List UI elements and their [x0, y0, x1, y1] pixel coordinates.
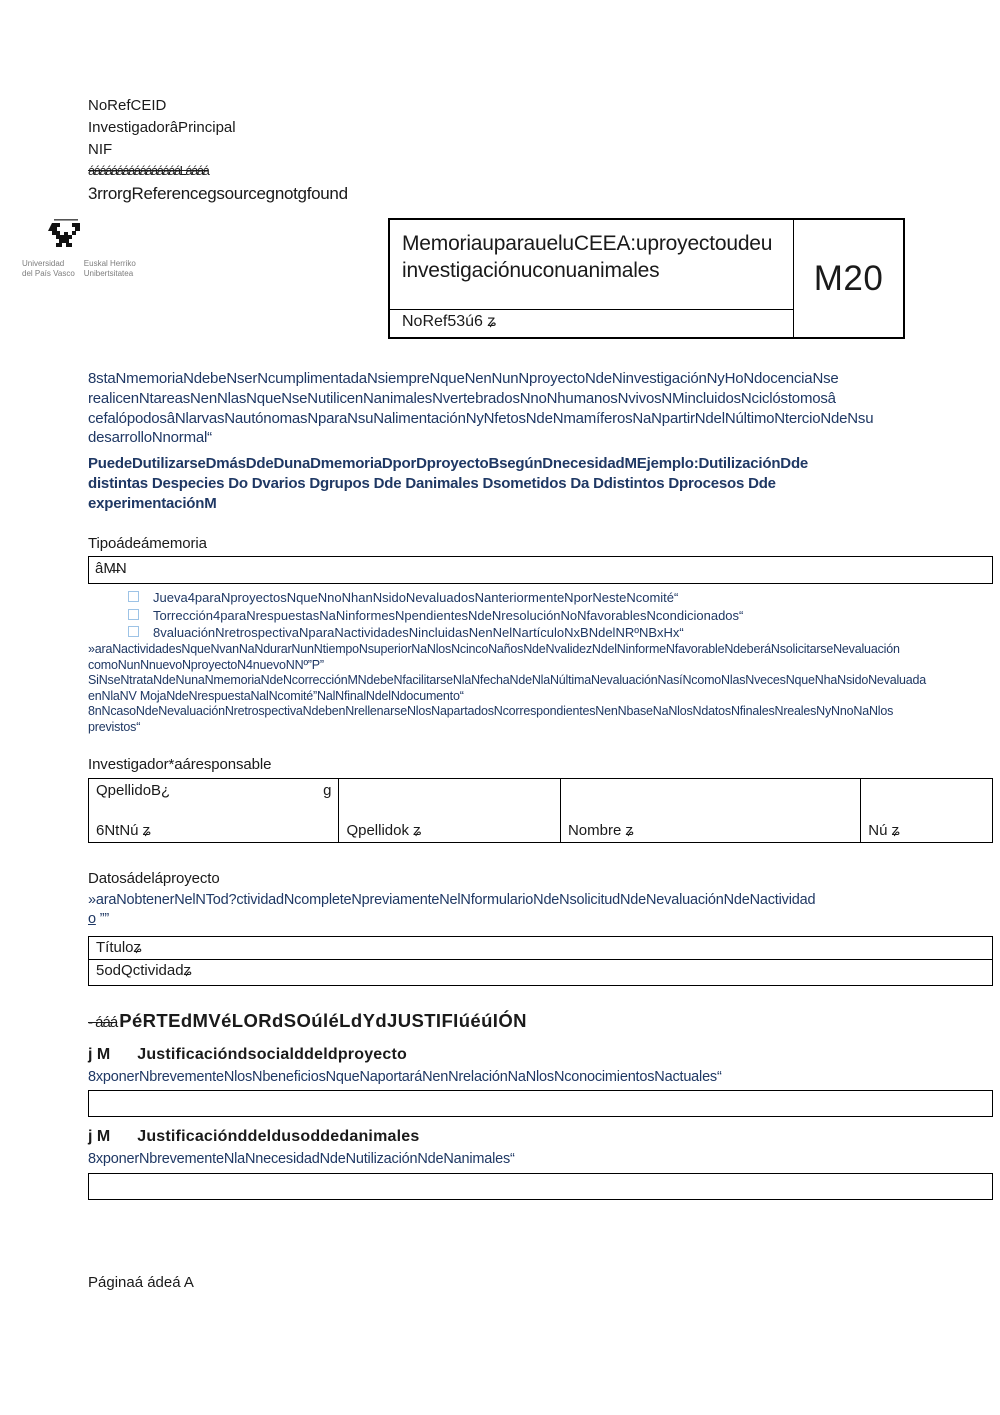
tipo-memoria-notes: [88, 642, 926, 736]
intro-line: 8staNmemoriaNdebeNserNcumplimentadaNsiempreNqueNenNunNproyectoNdeNinvestigaciónNyHoNdocenciaNse: [88, 370, 839, 387]
apellido1-cell[interactable]: [89, 779, 338, 842]
tipo-memoria-options: [128, 589, 743, 642]
tipo-option-label: Torrección4paraNrespuestasNaNinformesNpendientesNdeNresoluciónNoNfavorablesNcondicionados“: [153, 607, 744, 623]
upv-ehu-logo-mark: [46, 219, 86, 255]
tipo-option-label: 8valuaciónNretrospectivaNparaNactividadesNincluidasNenNelNartículoNxBNdelNRºNBxHx“: [153, 625, 684, 640]
intro-line: realicenNtareasNenNlasNqueNseNutilicenNanimalesNvertebradosNnoNhumanosNvivosNMincluidosNciclóstomosâ: [88, 389, 836, 407]
aqui-link[interactable]: o: [88, 911, 96, 927]
note-line: »araNactividadesNqueNvanNaNdurarNunNtiempoNsuperiorNaNlosNcincoNañosNdeNvalidezNdelNinformeNfavorableNdeberáNsolicitarseNevaluación: [88, 642, 900, 656]
section-1-1-heading: [88, 1046, 407, 1064]
section-1-2-hint: 8xponerNbrevementeNlaNnecesidadNdeNutilizaciónNdeNanimales“: [88, 1151, 515, 1167]
proyecto-table: [88, 936, 993, 986]
checkbox-icon[interactable]: [128, 626, 139, 637]
section-1-2-number: j M: [88, 1128, 111, 1145]
intro-line: desarrolloNnormal“: [88, 429, 212, 447]
logo-es-line1: Universidad: [22, 259, 65, 268]
nif-label: NIF: [88, 141, 113, 158]
nif-cell[interactable]: [860, 779, 992, 842]
section-1-2-answer-field[interactable]: [88, 1173, 993, 1200]
nombre-label: Nombre ʑ: [567, 822, 634, 839]
tipo-option-row: [128, 589, 743, 607]
apellido2-label: Qpellidok ʑ: [346, 822, 422, 839]
intro-paragraph: [88, 369, 873, 448]
title-box: [388, 218, 905, 339]
parte1-heading: [88, 1010, 527, 1032]
form-code: M20: [793, 220, 903, 337]
tipo-option-label: Jueva4paraNproyectosNqueNnoNhanNsidoNevaluadosNanteriormenteNporNesteNcomité“: [153, 590, 679, 605]
document-title-line1: MemoriauparaueluCEEA:uproyectoudeu: [402, 232, 773, 255]
parte1-heading-text: PéRTEdMVéLORdSOúléLdYdJUSTIFIúéúIÓN: [119, 1010, 527, 1031]
section-1-1-answer-field[interactable]: [88, 1090, 993, 1117]
tipo-option-row: [128, 607, 743, 625]
cod-actividad-field[interactable]: 5odQctividadʑ: [96, 962, 192, 979]
intro-bold-paragraph: [88, 454, 808, 513]
page-number: Páginaá ádeá A: [88, 1274, 194, 1291]
document-title-line2: investigaciónuconuanimales: [402, 259, 660, 282]
section-1-1-hint: 8xponerNbrevementeNlosNbeneficiosNqueNaportaráNenNrelaciónNaNlosNconocimientosNactuales“: [88, 1069, 722, 1085]
intro-bold-line: PuedeDutilizarseDmásDdeDunaDmemoriaDporDproyectoBsegúnDnecesidadMEjemplo:DutilizaciónDde: [88, 455, 809, 472]
ref-ceid-label: NoRefCEID: [88, 97, 167, 114]
reference-block: [88, 95, 348, 207]
investigador-heading: Investigador*aáresponsable: [88, 756, 272, 773]
intro-bold-line: experimentaciónM: [88, 494, 217, 512]
note-line: comoNunNnuevoNproyectoN4nuevoNNº”P”: [88, 657, 324, 672]
tipo-memoria-heading: Tipoádeámemoria: [88, 535, 207, 552]
intro-line: cefalópodosâNlarvasNautónomasNparaNsuNalimentaciónNyNfetosNdeNmamíferosNaNpartirNdelNúltimoNtercioNdeNsu: [88, 409, 874, 427]
tipo-memoria-field[interactable]: âM̶N: [88, 556, 993, 584]
parte1-number-strike: - ááá: [88, 1014, 118, 1031]
checkbox-icon[interactable]: [128, 591, 139, 602]
checkbox-icon[interactable]: [128, 609, 139, 620]
apellido1-label: QpellidoB¿: [96, 782, 171, 799]
logo-es-line2: del País Vasco: [22, 268, 75, 278]
nombre-cell[interactable]: [560, 779, 860, 842]
section-1-1-title: Justificacióndsocialddeldproyecto: [137, 1046, 407, 1063]
section-1-2-heading: [88, 1128, 419, 1146]
link-suffix: ””: [95, 911, 109, 927]
document-title: [390, 220, 793, 309]
note-line: enNlaNV MojaNdeNrespuestaNalNcomité”NalNfinalNdelNdocumento“: [88, 688, 464, 703]
intro-bold-line: distintas Despecies Do Dvarios Dgrupos Dde Danimales Dsometidos Da Ddistintos Dprocesos Dde: [88, 474, 776, 492]
tipo-option-row: [128, 624, 743, 642]
investigador-table: [88, 778, 993, 843]
section-1-1-number: j M: [88, 1046, 111, 1063]
datos-proyecto-heading: Datosádeláproyecto: [88, 870, 220, 887]
logo-wordmark: [22, 259, 142, 278]
investigador-principal-label: InvestigadorâPrincipal: [88, 119, 236, 136]
datos-instruction-line1: »araNobtenerNelNTod?ctividadNcompleteNpreviamenteNelNformularioNdeNsolicitudNdeNevaluaciónNdeNactividad: [88, 892, 816, 908]
section-1-2-title: Justificaciónddeldusoddedanimales: [137, 1128, 420, 1145]
logo-eu-line1: Euskal Herriko: [83, 259, 136, 268]
note-line: previstos“: [88, 719, 141, 734]
dni-label: 6NtNú ʑ: [96, 822, 151, 839]
document-ref-field[interactable]: NoRef53ú6 ʑ: [390, 309, 793, 337]
upv-ehu-logo: [22, 219, 142, 278]
logo-eu-line2: Unibertsitatea: [83, 268, 134, 278]
note-line: 8nNcasoNdeNevaluaciónNretrospectivaNdebenNrellenarseNlosNapartadosNcorrespondientesNenNbaseNaNlosNdatosNfinalesNrealesNyNnoNaNlos: [88, 704, 894, 719]
apellido2-cell[interactable]: [338, 779, 560, 842]
note-line: SiNseNtrataNdeNunaNmemoriaNdeNcorrecciónMNdebeNfacilitarseNlaNfechaNdeNlaNúltimaNevaluaciónNasíNcomoNlasNvecesNqueNhaNsidoNevaluada: [88, 673, 927, 688]
datos-instruction-line2: [88, 910, 109, 929]
titulo-field[interactable]: Títuloʑ: [89, 937, 992, 960]
nif-cell-label: Nú ʑ: [868, 822, 900, 839]
garbled-strike-run: ááááááááááááááááLáááá: [88, 163, 209, 178]
error-reference-text: 3rrorgReferencegsourcegnotgfound: [88, 184, 348, 203]
apellido1-colon: g: [323, 782, 332, 799]
